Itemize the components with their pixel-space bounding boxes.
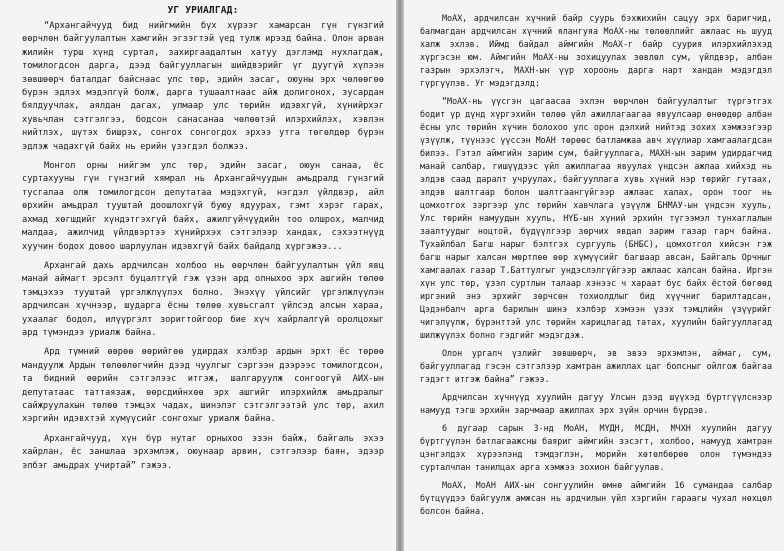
page-heading: УГ УРИАЛГАД: [167, 5, 239, 16]
body-paragraph: “МоАХ-нь үүсгэн цагаасаа эхлэн өөрчлөн байгуулалтыг түргэтгэх бодит үр дүнд хүргэхийн төлөө үйл ажиллагаагаа явуулсаар өнөөдөр албан ёсны улс төрийн хүчин болохоо улс орон дэлхий нийтэд зохих хэмжээгээр үзүүлж, түүнээс үүссэн МоАН төрөөс батламжаа авч хүүлиар хамгаалагдсан билээ. Гэтэл аймгийн зарим сум, байгууллага, МАХН-ын зарим удирдагчид манай салбар, гишүүдээс үйл ажиллагаа явуулах үндсэн ажлаа хийхэд нь элдэв саад даралт учруулах, байгууллага хувь хүний нэр төрийг гутаах, элдэв шалтгаар болон шалтгаангүйгээр ажлаас халах, орон тоог нь цомхотгох зэргээр улс төрийн хавчлага үзүүлж БНМАУ-ын үндсэн хууль, Улс төрийн намуудын хууль, НҮБ-ын хүний эрхийн түгээмэл тунхаглалын заалтуудыг ноцтой, бүдүүлгээр зөрчих явдал зарим газар гарч байна. Тухайлбал Багш нарыг бэлтгэх сургууль (БНБС), цомхотгол хийсэн гэж багш нарыг халсан мөртлөө өөр хүмүүсийг багшаар авсан, Байгаль Орчныг хамгаалах газар Т.Баттулгыг ундэслэлгүйгээр ажлаас халсан байна. Иргэн хүн улс төр, үзэл суртлын талаар хэнээс ч хараат бус байх ёстой бөгөөд иргэний энэ эрхийг зөрчсөн тохиолдлыг бид хүүчниг барилтадсан, Цэдэнбалч арга барилын шинэ хэлбэр хэмээн үзэх тэмцлийн үзүүрийг чигэлүүлж, бүрэнттэй улс төрийн харицлагад татах, хуулийн байгууллагад шилжүүлэх болно гэдгийг мэдэгдэж. [420, 96, 772, 340]
body-paragraph: МоАХ, ардчилсан хүчний байр суурь бэхжихийн сацуу эрх баригчид, балмагдан ардчилсан хүчний ялангуяа МоАХ-ны төлөөллийг ажлаас нь шууд халж эхлэв. Иймд байдал аймгийн МоАХ-г байр суурия илэрхийлэхэд хүргэсэн юм. Аймгийн МоАХ-ны зохицуулах зөвлөл сум, үйлдвэр, албан газрын эрхэлэгч, МАХН-ын үүр хороонь дарга нарт хандан мэдэгдэл гүргүүлэв. Уг мэдэгдэлд: [420, 13, 772, 88]
body-paragraph: Монгол орны нийгэм улс төр, эдийн засаг, оюун санаа, ёс суртахууны гүн гүнзгий хямрал нь Архангайчуудын амьдралд гүнзгий тусгалаа олж томилогдсон депутатаа мэдэхгүй, нэгдэл үйлдвэр, айл өрхийн амьдрал тууштай доошлохгүй буюу ядуурах, гэмт хэрэг гарах, ахмад хөгшдийг хүндэтгэхгүй байх, ажилгүйчүүдийн тоо олшрох, малчид малдаа, ажилчид үйлдвэртээ хүнийрхэх сэтгэлээр хандах, сэхээтнүүд хуучин бодох довоо шарлуулан идэвхгүй байх байдалд хүргэжээ... [22, 161, 384, 252]
right-page [404, 0, 784, 551]
body-paragraph: Ардчилсан хүчнүүд хуулийн дагуу Улсын дээд шүүхэд бүртгүүлснээр намууд тэгш эрхийн зарчмаар ажиллах эрх зүйн орчин бүрдэв. [420, 392, 772, 415]
body-paragraph: 6 дугаар сарын 3-нд МоАН, МҮДН, МСДН, МЧХН хуулийн дагуу бүртгүүлэн батлагаажсны баяриг аймгийн зэсэгт, холбоо, намууд хамтран цэнгэлдэх хүрээлэнд тэмдэглэн, морийн хөтөлбөрөө олон түмэндээ сурталчлан танилцах арга хэмжээ зохион байгуулав. [420, 423, 772, 472]
body-paragraph: МоАХ, МоАН АИХ-ын сонгуулийн өмнө аймгийн 16 сумандаа салбар бүтцүүдээ байгуулж амжсан нь ардчилын үйл хэргийн гараагы чухал нөхцөл болсон байна. [420, 480, 772, 516]
body-paragraph: “Архангайчууд бид нийгмийн бүх хүрээг хамарсан гүн гүнзгий өөрчлөн байгуулалтын хамгийн эгзэгтэй үед тулж ирээд байна. Олон арван жилийн турш хүнд суртал, захиргаадалтын хатуу дэглэмд нухлагдаж, томилогдсон дарга, дээд байгууллагын шийдвэрийг үг дуугүй хүлээн зөвшөөрч баталдаг байснаас улс төр, эдийн засаг, оюуны эрх чөлөөгөө бүрэн эдлэх мэдэлгүй болж, дарга тушаалтнаас айж долигонох, зусардан бялдуучлах, аялдан дагах, улмаар улс төрийн идэвхгүй, хүнийрхэг хувьчлан сэтгэлгээ, бодсон санасанаа чөлөөтэй илэрхийлэх, хэвлэн нийтлэх, шүтэх бишрэх, сонгох сонгогдох эрхээ утга төгөлдөр бүрэн эдлэж чадахгүй байх нь ерийн үзэгдэл болжээ. [22, 21, 384, 152]
body-paragraph: Ард түмний өөрөө өөрийгөө удирдах хэлбэр ардын эрхт ёс төрөө мандуулж Ардын төлөөлөгчийн дээд чуулгыг сэргээн дээрээс томилогдсон, та бидний өөрийн сэтгэлээс итгэж, шалгаруулж сонгоогүй АИХ-ын депутатаас таттаязаж, өөрсдийнхөө эрх ашгийг илэрхийлж амьдралыг сайжруулахын төлөө тэмцэх чадах, шинэлэг сэтгэлгээтэй улс төр, ахил хэргийн идэвхтэй хүмүүсийг сонгохыг уриалж байна. [22, 347, 384, 425]
body-paragraph: Олон ургалч үзлийг зөвшөөрч, эв эвээ эрхэмлэн, аймаг, сум, байгууллагад гэсэн сэтгэлээр хамтран ажиллах цаг болсныг ойлгож байгаа гэдэгт итгэж байна” гэжээ. [420, 348, 772, 384]
body-paragraph: Архангай дахь ардчилсан холбоо нь өөрчлөн байгуулалтын үйл явц манай аймагт эрсэлт буцалтгүй гэж үзэн ард олныхоо эрх ашгийн төлөө тэмцэхээ тууштай үргэлжлүүлэх болно. Энэхүү үйлсийг үргэлжлүүлэн ардчилсан хүчнээр, шударга ёсны төлөө хувьсгалт үйлсэд алсын хараа, ухаалаг бодол, илүүргэлт зоригтойгоор бие хүч хайрлалгүй оролцохыг ард түмэндээ уриалж байна. [22, 260, 384, 338]
body-paragraph: Архангайчууд, хүн бүр нутаг орныхоо эзэн байж, байгаль эхээ хайрлан, ёс заншлаа эрхэмлэж, оюунаар арвин, сэтгэлээр баян, эдээр элбэг амьдрах учиртай” гэжээ. [22, 433, 384, 471]
book-gutter [396, 0, 404, 551]
